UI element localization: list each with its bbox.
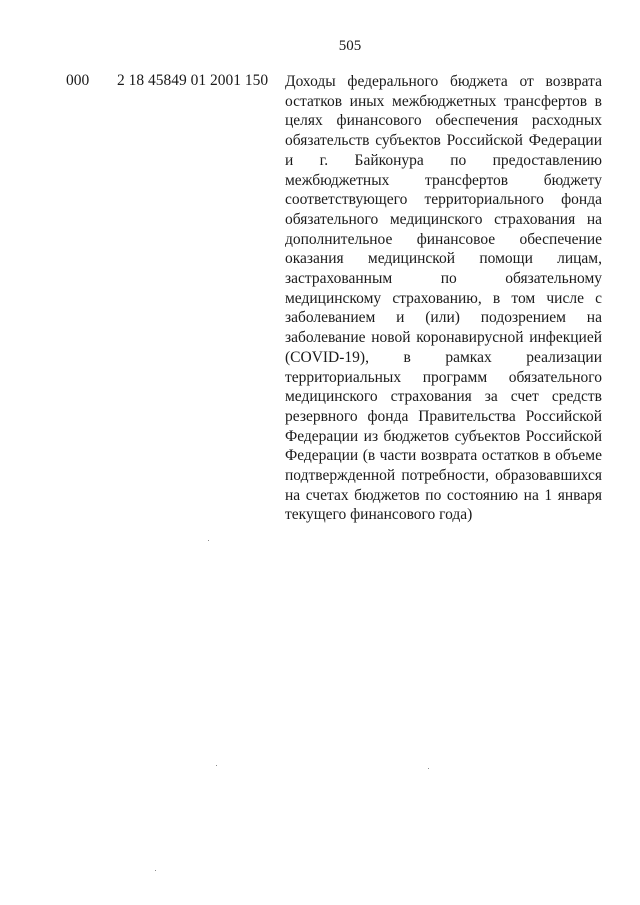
budget-classification-code: 2 18 45849 01 2001 150: [117, 72, 269, 89]
administrator-code: 000: [66, 72, 90, 89]
scan-speck: [428, 768, 429, 769]
income-description: Доходы федерального бюджета от возврата остатков иных межбюджетных трансфертов в целях финансового обеспечения расходных обязательств субъектов Российской Федерации и г. Байконура по предоставлению межбюджетных трансфертов бюджету соответствующего территориального фонда обязательного медицинского страхования на дополнительное финансовое обеспечение оказания медицинской помощи лицам, застрахованным по обязательному медицинскому страхованию, в том числе с заболеванием и (или) подозрением на заболевание новой коронавирусной инфекцией (COVID-19), в рамках реализации территориальных программ обязательного медицинского страхования за счет средств резервного фонда Правительства Российской Федерации из бюджетов субъектов Российской Федерации (в части возврата остатков в объеме подтвержденной потребности, образовавшихся на счетах бюджетов по состоянию на 1 января текущего финансового года): [285, 73, 602, 524]
scan-speck: [208, 540, 209, 541]
page-number: 505: [338, 38, 362, 54]
scan-speck: [155, 870, 156, 871]
scan-speck: [216, 765, 217, 766]
